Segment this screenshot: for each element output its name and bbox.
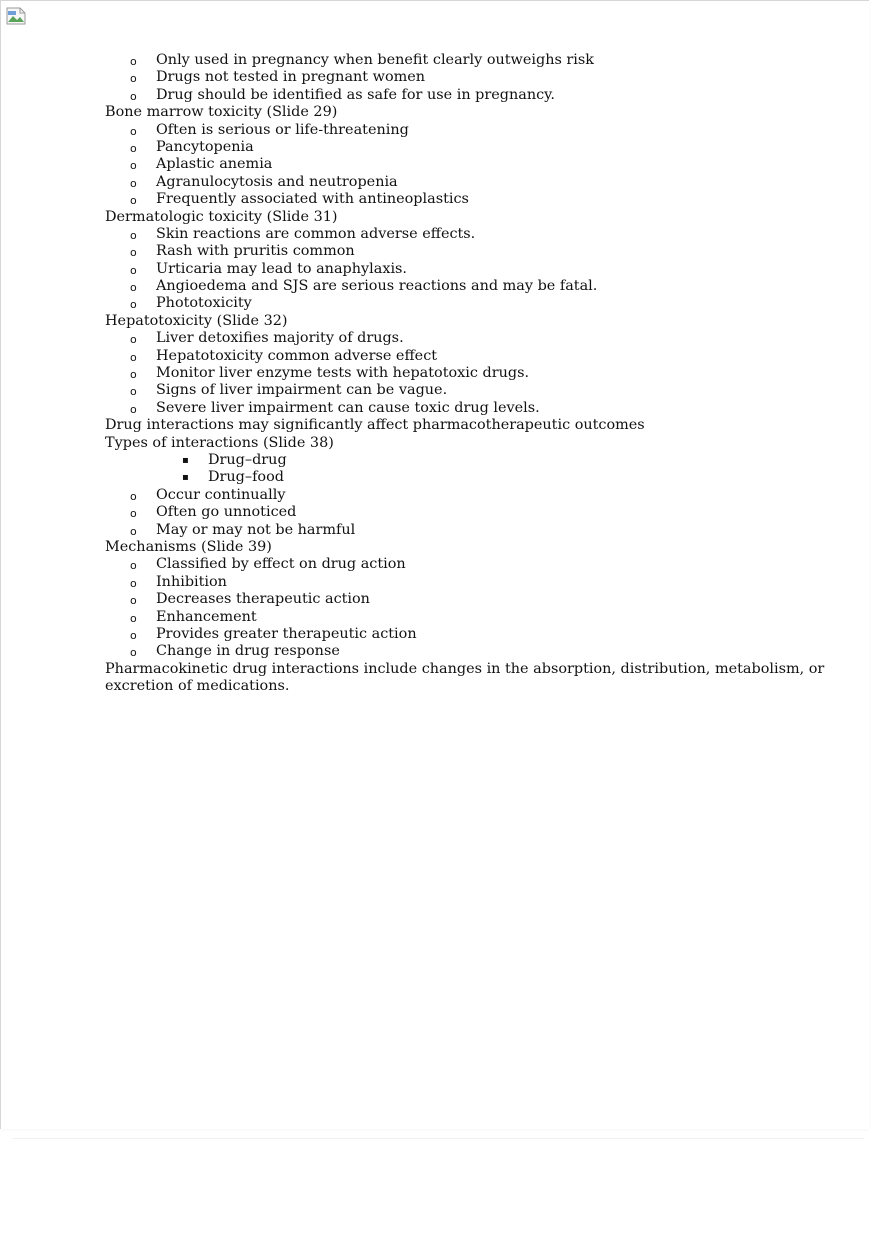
list-item-text: Decreases therapeutic action [156,591,370,608]
bullet-marker: o [130,89,137,103]
bullet-marker: o [130,559,137,573]
broken-image-icon [5,5,27,27]
section-heading-text: Mechanisms (Slide 39) [105,538,272,555]
list-item [1,487,869,504]
section-heading-text: Types of interactions (Slide 38) [105,434,334,451]
bullet-marker: o [130,524,137,538]
list-item-text: Hepatotoxicity common adverse effect [156,347,438,364]
list-item [1,278,869,295]
list-item [1,226,869,243]
list-item-text: Often is serious or life-threatening [156,121,409,138]
bullet-marker: o [130,507,137,521]
list-item-text: Monitor liver enzyme tests with hepatotoxic drugs. [156,365,530,382]
bullet-marker: o [130,246,137,260]
bullet-marker: o [130,194,137,208]
bullet-marker: o [130,611,137,625]
bullet-marker: o [130,124,137,138]
list-item [1,122,869,139]
document-content [1,52,869,695]
list-item [1,365,869,382]
list-item [1,556,869,573]
bullet-marker: o [130,263,137,277]
list-item [1,574,869,591]
section-heading [1,313,869,330]
section-heading [1,435,869,452]
section-heading [1,104,869,121]
list-item-text: May or may not be harmful [156,521,356,538]
list-item [1,504,869,521]
bullet-marker: o [130,402,137,416]
list-item-text: Inhibition [156,573,227,590]
list-item-text: Pancytopenia [156,138,254,155]
list-item-text: Occur continually [156,486,286,503]
bullet-marker: o [130,159,137,173]
bullet-marker: o [130,385,137,399]
nested-list-item [1,469,869,486]
list-item-text: Agranulocytosis and neutropenia [156,173,398,190]
section-heading-text: Dermatologic toxicity (Slide 31) [105,208,338,225]
body-paragraph [1,661,835,696]
page-bottom-divider [12,1138,864,1139]
square-bullet-marker: ▪ [182,472,189,484]
list-item [1,69,869,86]
list-item-text: Provides greater therapeutic action [156,625,417,642]
list-item [1,243,869,260]
list-item [1,156,869,173]
list-item [1,261,869,278]
list-item [1,400,869,417]
bullet-marker: o [130,368,137,382]
bullet-marker: o [130,281,137,295]
list-item [1,348,869,365]
list-item [1,522,869,539]
list-item-text: Classified by effect on drug action [156,556,406,573]
nested-list-item [1,452,869,469]
list-item-text: Change in drug response [156,643,340,660]
list-item [1,330,869,347]
bullet-marker: o [130,646,137,660]
bullet-marker: o [130,72,137,86]
section-heading-text: Drug interactions may significantly affect pharmacotherapeutic outcomes [105,417,645,434]
square-bullet-marker: ▪ [182,454,189,466]
list-item [1,52,869,69]
list-item-text: Urticaria may lead to anaphylaxis. [156,260,407,277]
list-item-text: Often go unnoticed [156,504,297,521]
list-item [1,174,869,191]
section-heading [1,417,869,434]
list-item-text: Only used in pregnancy when benefit clearly outweighs risk [156,52,595,68]
nested-list-item-text: Drug–food [208,469,284,486]
list-item-text: Drugs not tested in pregnant women [156,69,426,86]
bullet-marker: o [130,176,137,190]
bullet-marker: o [130,333,137,347]
body-paragraph-text: Pharmacokinetic drug interactions include changes in the absorption, distribution, metabolism, or excretion of medications. [105,660,825,695]
list-item [1,191,869,208]
bullet-marker: o [130,141,137,155]
list-item [1,643,869,660]
bullet-marker: o [130,350,137,364]
list-item [1,609,869,626]
bullet-marker: o [130,228,137,242]
list-item-text: Skin reactions are common adverse effects. [156,225,476,242]
list-item [1,626,869,643]
bullet-marker: o [130,55,137,68]
list-item-text: Drug should be identified as safe for use in pregnancy. [156,86,555,103]
nested-list-item-text: Drug–drug [208,451,287,468]
list-item-text: Angioedema and SJS are serious reactions and may be fatal. [156,278,598,295]
list-item [1,591,869,608]
section-heading [1,209,869,226]
bullet-marker: o [130,594,137,608]
list-item-text: Rash with pruritis common [156,243,355,260]
list-item [1,87,869,104]
list-item-text: Liver detoxifies majority of drugs. [156,330,404,347]
bullet-marker: o [130,576,137,590]
section-heading-text: Bone marrow toxicity (Slide 29) [105,104,338,121]
list-item [1,295,869,312]
section-heading-text: Hepatotoxicity (Slide 32) [105,312,288,329]
list-item-text: Aplastic anemia [156,156,273,173]
list-item [1,139,869,156]
list-item-text: Frequently associated with antineoplastics [156,191,469,208]
section-heading [1,539,869,556]
bullet-marker: o [130,298,137,312]
list-item [1,382,869,399]
bullet-marker: o [130,489,137,503]
list-item-text: Enhancement [156,608,257,625]
list-item-text: Signs of liver impairment can be vague. [156,382,448,399]
bullet-marker: o [130,628,137,642]
list-item-text: Severe liver impairment can cause toxic drug levels. [156,399,540,416]
list-item-text: Phototoxicity [156,295,252,312]
